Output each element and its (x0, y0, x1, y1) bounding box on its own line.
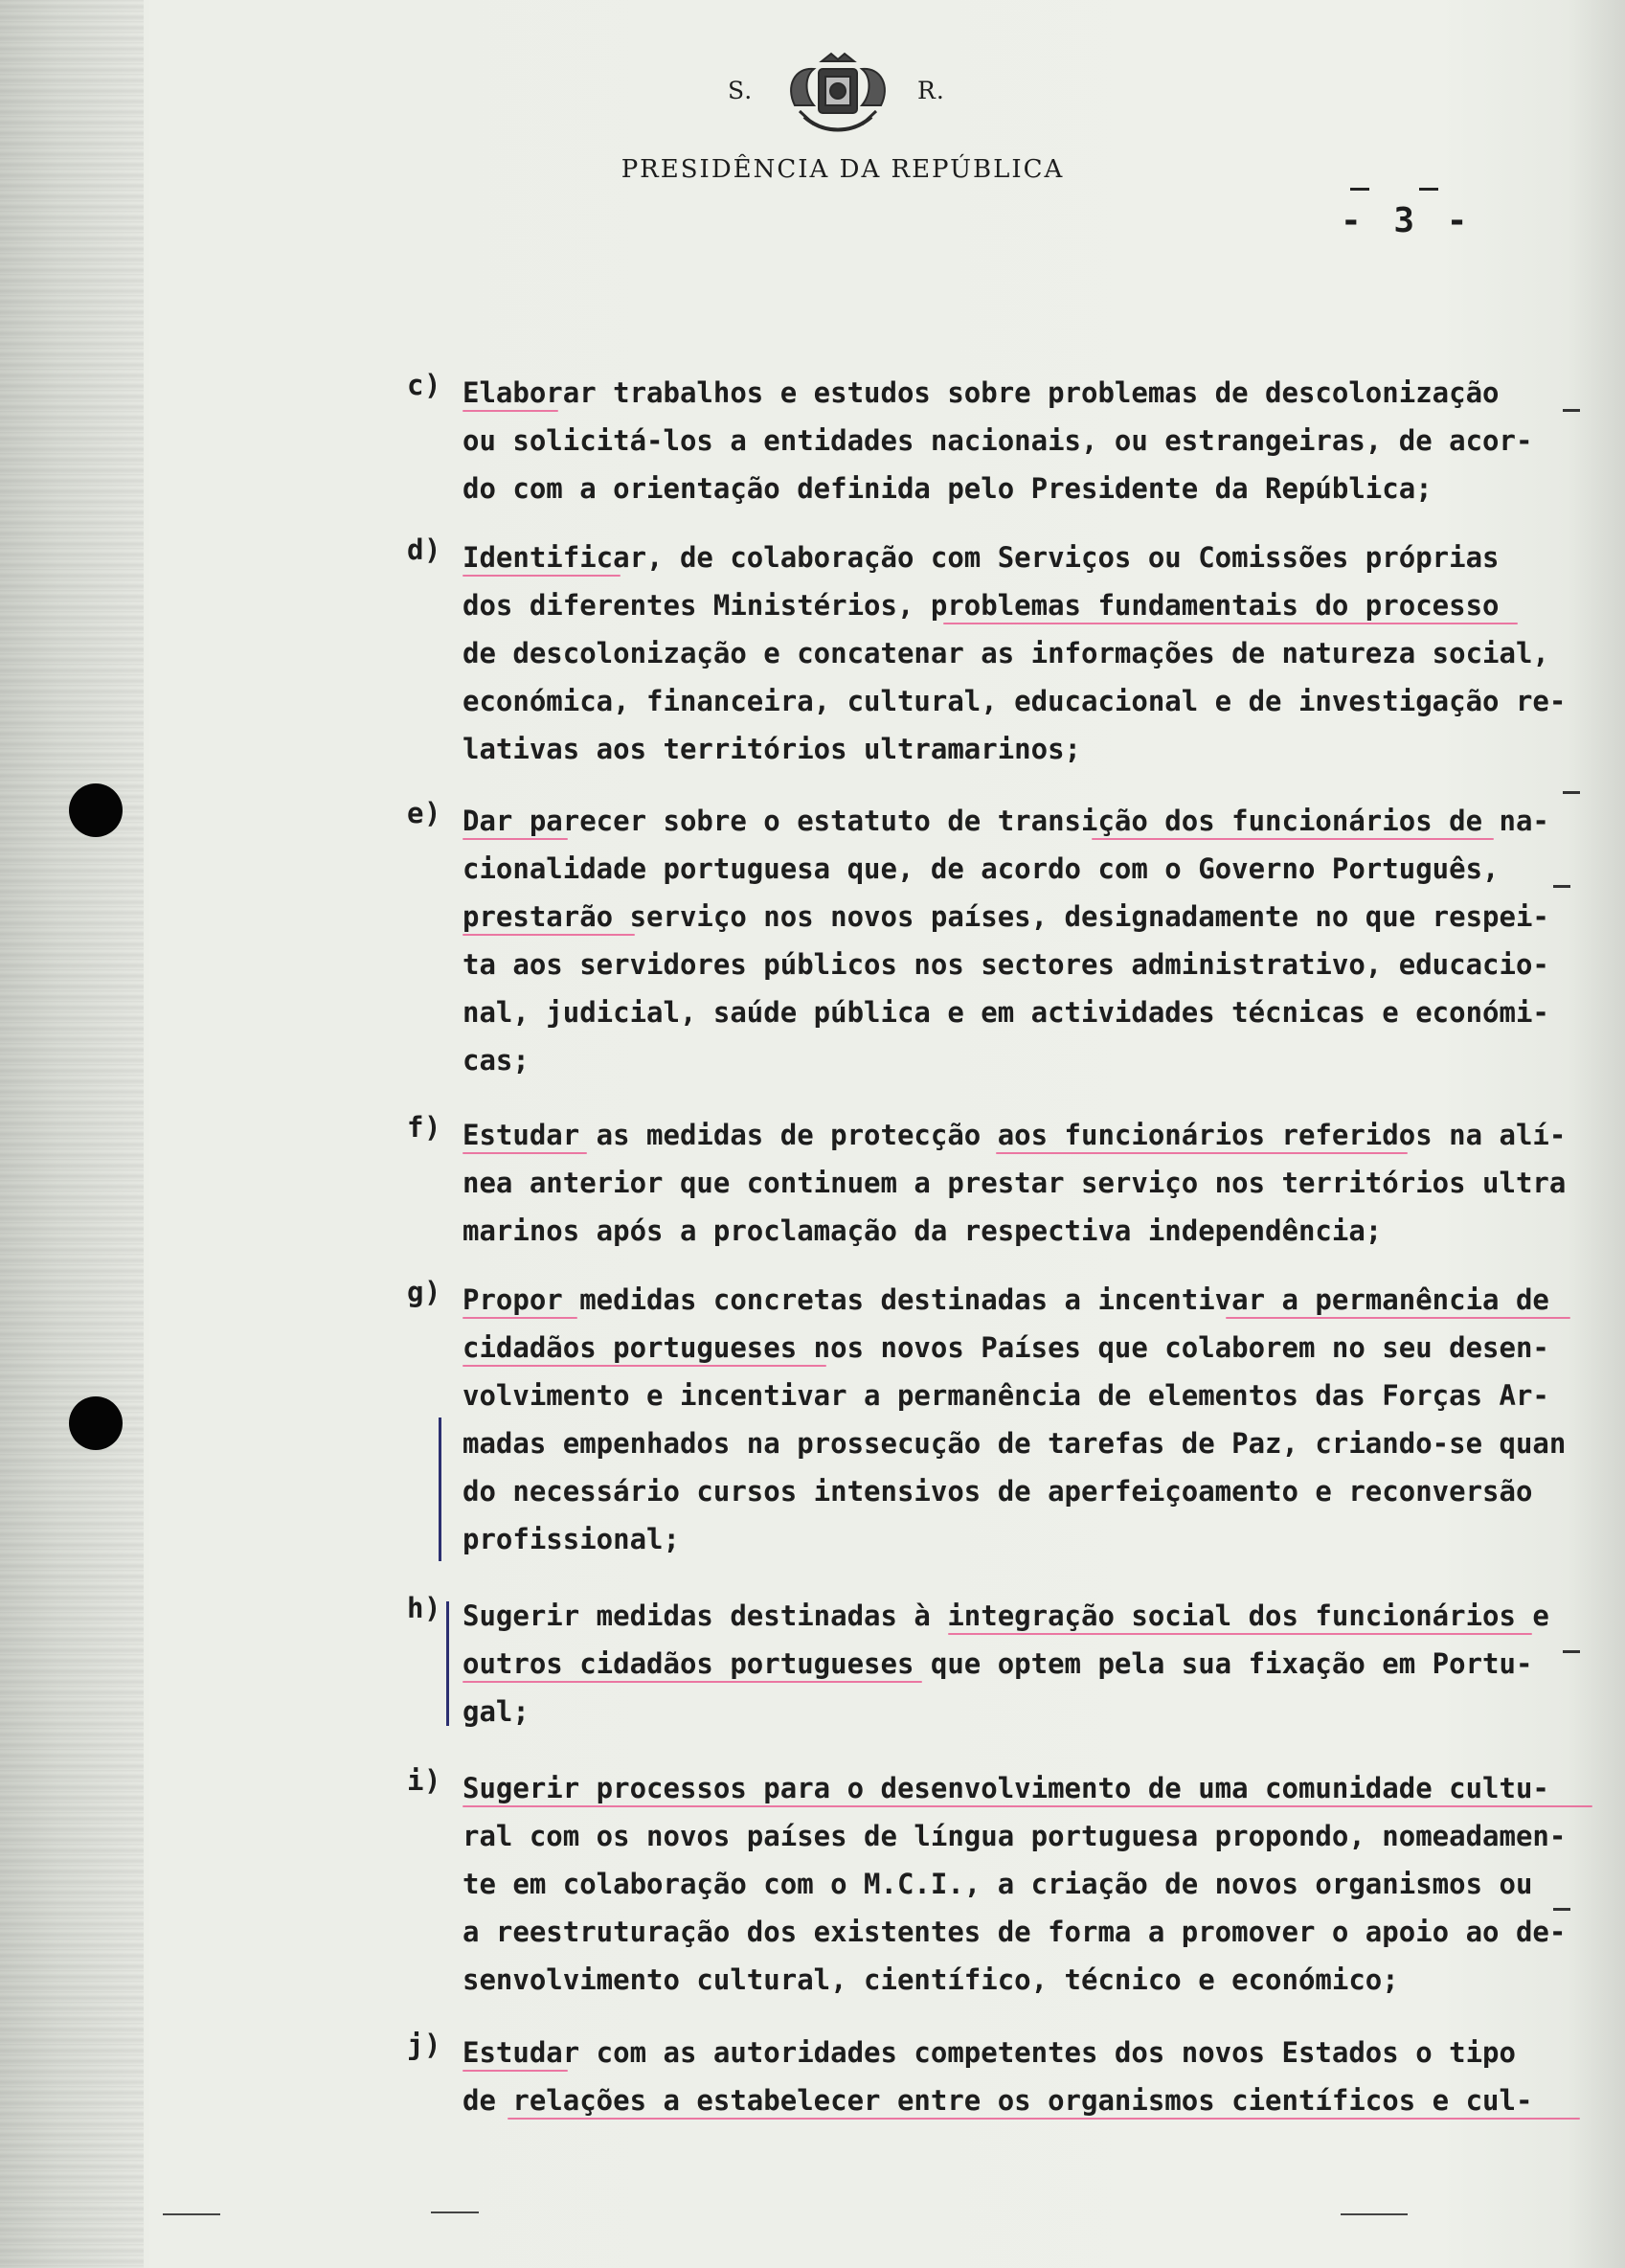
page-number-top-dash-left (1350, 188, 1369, 191)
item-text-h (463, 1592, 1597, 1735)
item-g-line-5: do necessário cursos intensivos de aperfeiçoamento e reconversão (463, 1475, 1533, 1508)
annotation-underline (463, 1681, 922, 1683)
margin-dash (1563, 409, 1580, 412)
annotation-margin-bar (446, 1601, 449, 1726)
item-label-d: d) (407, 533, 441, 566)
item-e-line-1: Dar parecer sobre o estatuto de transição dos funcionários de na- (463, 805, 1549, 837)
item-c-line-1: Elaborar trabalhos e estudos sobre problemas de descolonização (463, 376, 1500, 409)
item-c-line-2: ou solicitá-los a entidades nacionais, ou estrangeiras, de acor- (463, 424, 1533, 457)
scan-edge-shadow-left (0, 0, 144, 2268)
annotation-underline (463, 1152, 587, 1154)
item-label-i: i) (407, 1764, 441, 1797)
item-text-e (463, 797, 1597, 1084)
annotation-underline (948, 1633, 1532, 1635)
item-label-h: h) (407, 1592, 441, 1624)
item-e-line-3: prestarão serviço nos novos países, designadamente no que respei- (463, 900, 1549, 933)
annotation-underline (463, 1317, 577, 1319)
item-g-line-2: cidadãos portugueses nos novos Países que colaborem no seu desen- (463, 1331, 1549, 1364)
item-label-f: f) (407, 1111, 441, 1144)
item-i-line-3: te em colaboração com o M.C.I., a criação de novos organismos ou (463, 1868, 1533, 1900)
item-d-line-5: lativas aos territórios ultramarinos; (463, 733, 1082, 765)
item-label-g: g) (407, 1276, 441, 1308)
item-text-d (463, 533, 1597, 773)
item-d-line-1: Identificar, de colaboração com Serviços ou Comissões próprias (463, 541, 1500, 574)
annotation-underline (463, 575, 621, 577)
item-f-line-1: Estudar as medidas de protecção aos funcionários referidos na alí- (463, 1119, 1567, 1151)
letterhead-right-letter: R. (917, 77, 945, 104)
item-e-line-4: ta aos servidores públicos nos sectores administrativo, educacio- (463, 948, 1549, 981)
annotation-underline (508, 2118, 1580, 2120)
item-h-line-3: gal; (463, 1695, 530, 1728)
item-g-line-3: volvimento e incentivar a permanência de elementos das Forças Ar- (463, 1379, 1549, 1412)
item-text-c (463, 369, 1597, 512)
punch-hole-top (69, 783, 123, 837)
item-i-line-1: Sugerir processos para o desenvolvimento de uma comunidade cultu- (463, 1772, 1549, 1804)
letterhead-title: PRESIDÊNCIA DA REPÚBLICA (621, 155, 1065, 184)
item-g-line-1: Propor medidas concretas destinadas a incentivar a permanência de (463, 1283, 1549, 1316)
annotation-underline (996, 1152, 1408, 1154)
annotation-underline (1092, 838, 1494, 840)
letterhead-left-letter: S. (728, 77, 754, 104)
punch-hole-bottom (69, 1396, 123, 1450)
item-j-line-1: Estudar com as autoridades competentes dos novos Estados o tipo (463, 2036, 1516, 2069)
item-f-line-3: marinos após a proclamação da respectiva independência; (463, 1214, 1383, 1247)
item-e-line-5: nal, judicial, saúde pública e em actividades técnicas e económi- (463, 996, 1549, 1029)
item-h-line-1: Sugerir medidas destinadas à integração social dos funcionários e (463, 1599, 1549, 1632)
item-label-j: j) (407, 2029, 441, 2061)
item-d-line-2: dos diferentes Ministérios, problemas fundamentais do processo (463, 589, 1500, 622)
item-i-line-4: a reestruturação dos existentes de forma a promover o apoio ao de- (463, 1916, 1567, 1948)
annotation-margin-bar (439, 1418, 441, 1561)
margin-dash (1553, 1908, 1570, 1911)
annotation-underline (463, 1365, 826, 1367)
item-h-line-2: outros cidadãos portugueses que optem pela sua fixação em Portu- (463, 1647, 1533, 1680)
item-e-line-2: cionalidade portuguesa que, de acordo com o Governo Português, (463, 852, 1500, 885)
item-i-line-5: senvolvimento cultural, científico, técnico e económico; (463, 1963, 1399, 1996)
item-e-line-6: cas; (463, 1044, 530, 1077)
item-c-line-3: do com a orientação definida pelo Presidente da República; (463, 472, 1433, 505)
annotation-underline (463, 2070, 568, 2072)
annotation-underline (463, 838, 568, 840)
item-f-line-2: nea anterior que continuem a prestar serviço nos territórios ultra (463, 1167, 1567, 1199)
item-d-line-4: económica, financeira, cultural, educacional e de investigação re- (463, 685, 1567, 717)
item-g-line-4: madas empenhados na prossecução de tarefas de Paz, criando-se quan (463, 1427, 1567, 1460)
margin-dash (1563, 1650, 1580, 1653)
item-g-line-6: profissional; (463, 1523, 680, 1555)
item-d-line-3: de descolonização e concatenar as informações de natureza social, (463, 637, 1549, 669)
item-text-g (463, 1276, 1597, 1563)
item-label-c: c) (407, 369, 441, 401)
margin-dash (1563, 791, 1580, 794)
scan-artifact-marks (163, 2205, 1456, 2224)
annotation-underline (1226, 1317, 1570, 1319)
page-number: - 3 - (1341, 201, 1474, 240)
item-text-f (463, 1111, 1597, 1255)
item-text-j (463, 2029, 1597, 2124)
letterhead (536, 48, 1149, 201)
annotation-underline (943, 623, 1518, 624)
coat-of-arms-icon (776, 48, 900, 144)
annotation-underline (463, 1805, 1592, 1807)
margin-dash (1553, 885, 1570, 888)
page-number-top-dash-right (1419, 188, 1438, 191)
annotation-underline (463, 934, 635, 936)
item-j-line-2: de relações a estabelecer entre os organismos científicos e cul- (463, 2084, 1533, 2117)
annotation-underline (463, 410, 558, 412)
item-label-e: e) (407, 797, 441, 829)
item-text-i (463, 1764, 1597, 2004)
item-i-line-2: ral com os novos países de língua portuguesa propondo, nomeadamen- (463, 1820, 1567, 1852)
